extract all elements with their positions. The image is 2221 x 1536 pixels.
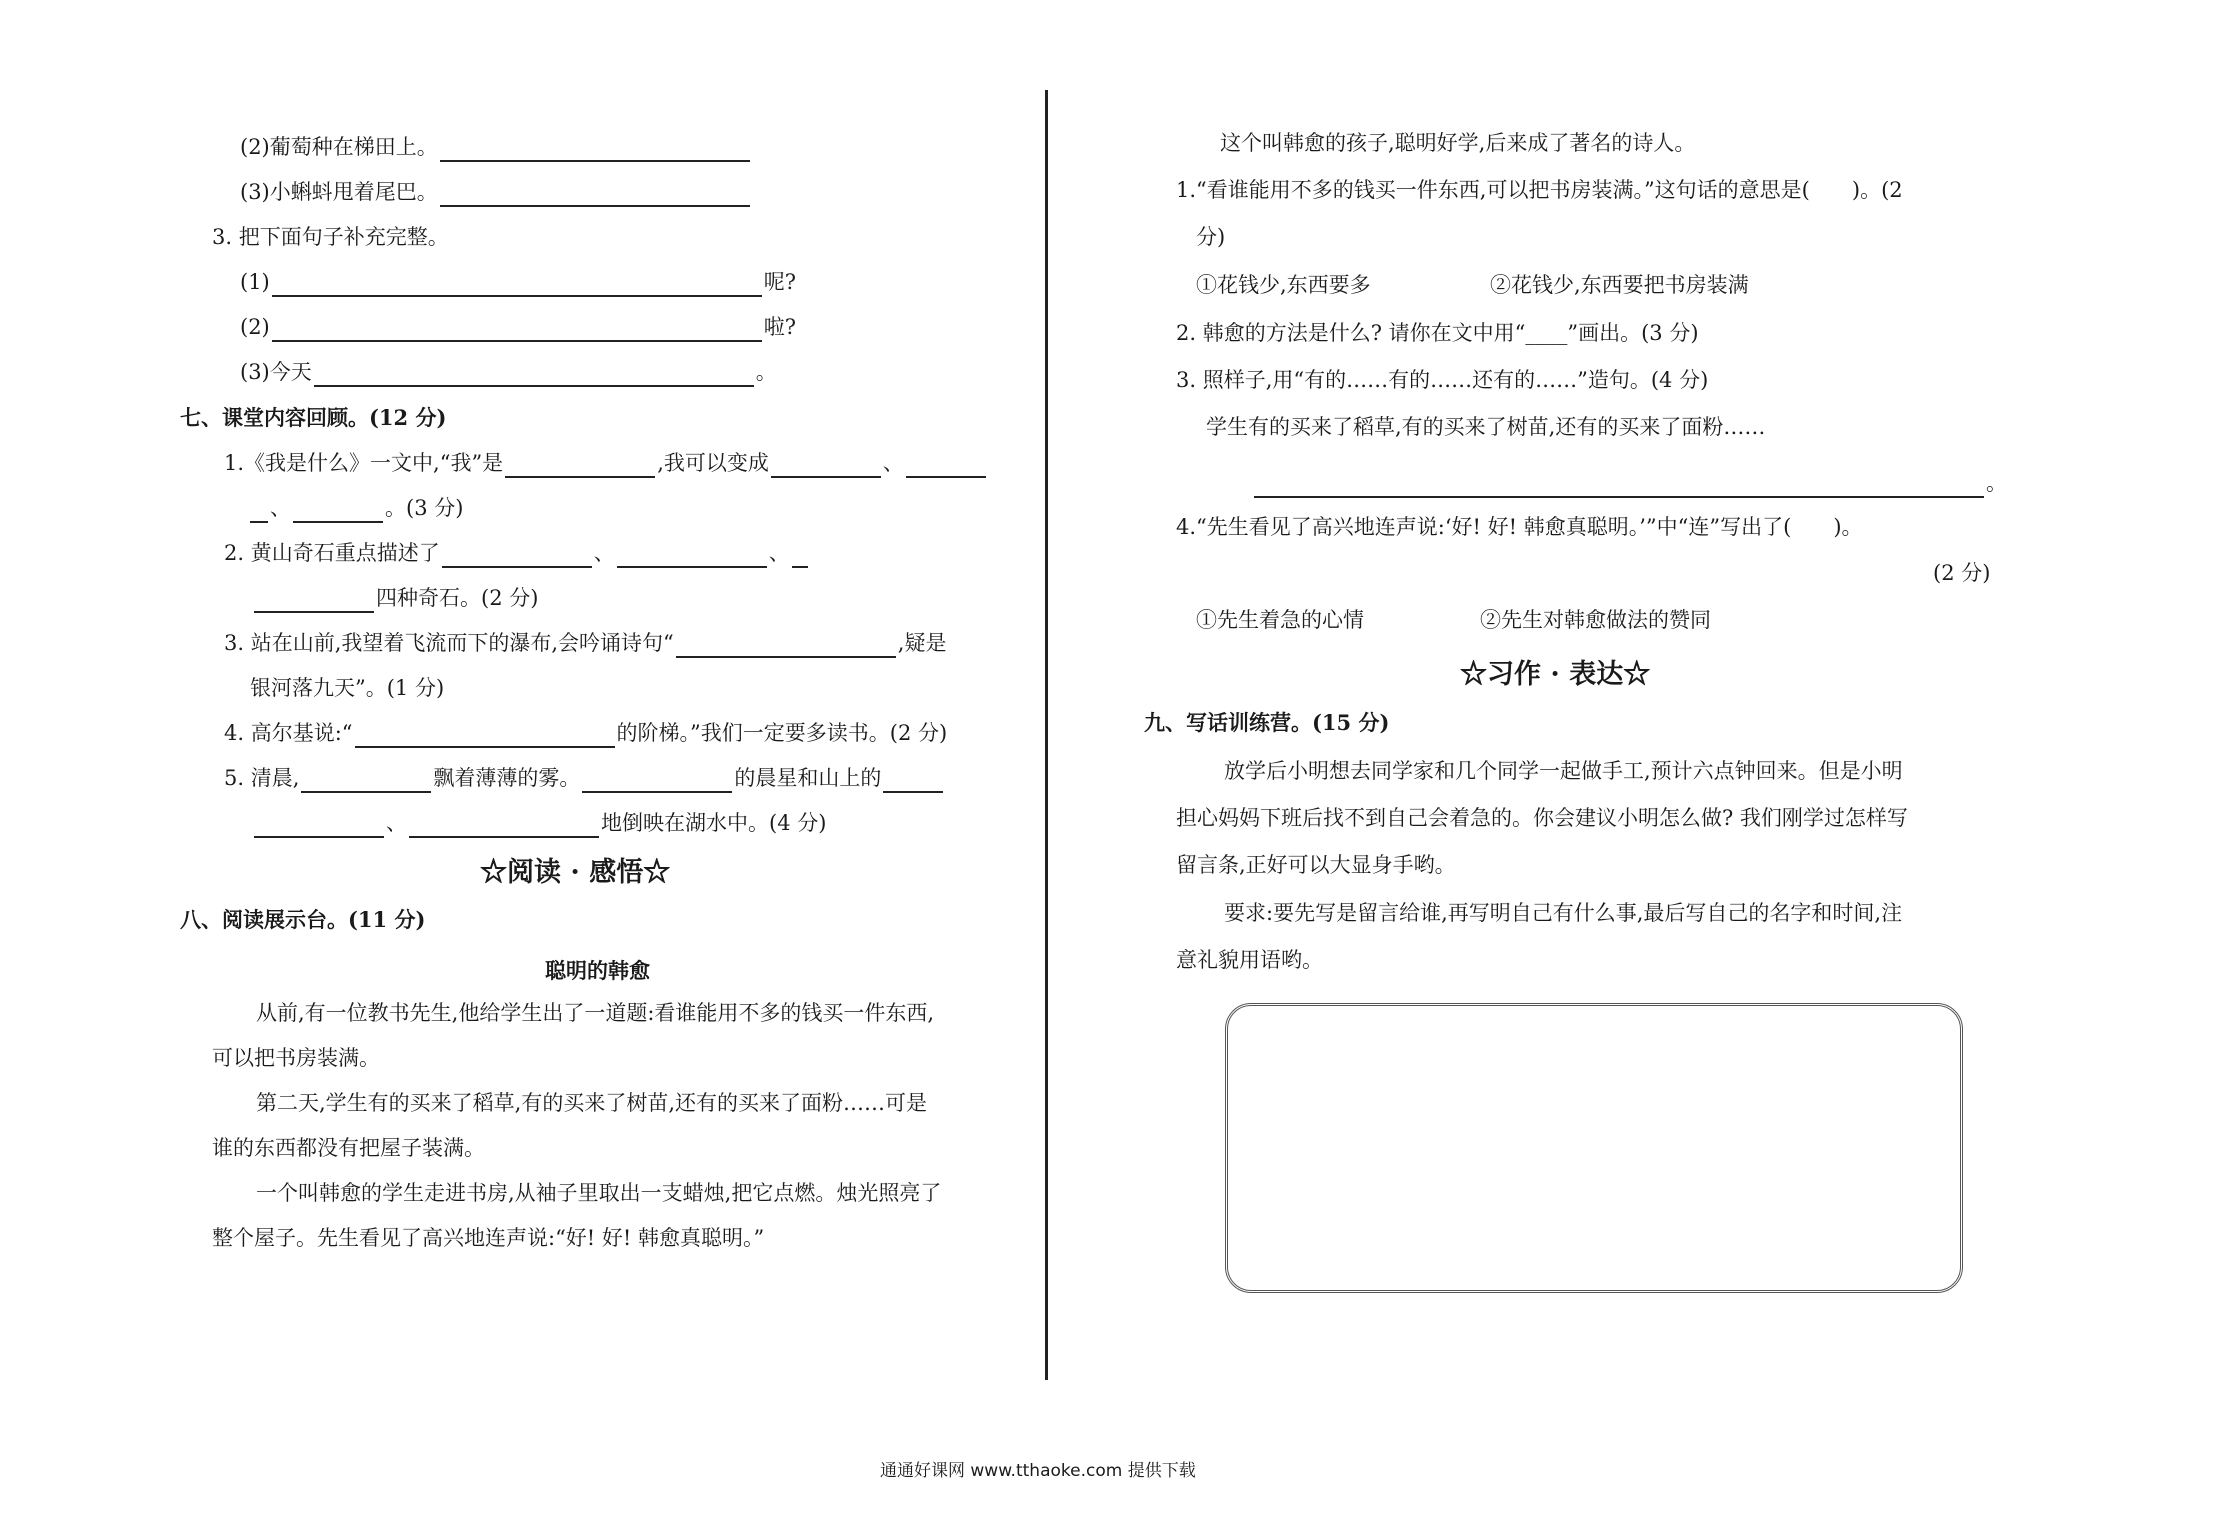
question-line: 2. 韩愈的方法是什么? 请你在文中用“____”画出。(3 分) xyxy=(1176,321,1699,345)
story-paragraph: 一个叫韩愈的学生走进书房,从袖子里取出一支蜡烛,把它点燃。烛光照亮了 xyxy=(256,1181,942,1205)
answer-blank[interactable] xyxy=(617,542,767,568)
answer-blank[interactable] xyxy=(1254,472,1984,498)
question-text: 的晨星和山上的 xyxy=(734,766,882,790)
answer-blank[interactable] xyxy=(293,497,383,523)
question-text: 1.《我是什么》一文中,“我”是 xyxy=(224,451,504,475)
story-paragraph: 整个屋子。先生看见了高兴地连声说:“好! 好! 韩愈真聪明。” xyxy=(212,1226,765,1250)
answer-blank[interactable] xyxy=(301,767,431,793)
question-heading xyxy=(212,222,449,252)
question-text: (3)小蝌蚪甩着尾巴。 xyxy=(240,180,438,204)
question-line xyxy=(1252,468,2007,498)
page-divider xyxy=(1045,90,1048,1380)
question-text: 银河落九天”。(1 分) xyxy=(250,676,445,700)
story-paragraph: 第二天,学生有的买来了稻草,有的买来了树苗,还有的买来了面粉……可是 xyxy=(256,1091,928,1115)
answer-blank[interactable] xyxy=(906,452,986,478)
answer-blank[interactable] xyxy=(442,542,592,568)
question-text: 啦? xyxy=(763,315,797,339)
question-text: 3. 把下面句子补充完整。 xyxy=(212,225,449,249)
section-title-9 xyxy=(1144,708,1389,738)
section-title-8 xyxy=(180,905,425,935)
section-title-7 xyxy=(180,403,446,433)
answer-blank[interactable] xyxy=(272,316,762,342)
question-text: (2) xyxy=(240,315,270,339)
answer-blank[interactable] xyxy=(582,767,732,793)
prompt-paragraph: 意礼貌用语哟。 xyxy=(1176,948,1323,972)
answer-blank[interactable] xyxy=(314,361,754,387)
question-text: 四种奇石。(2 分) xyxy=(376,586,539,610)
question-text: 2. 黄山奇石重点描述了 xyxy=(224,541,440,565)
question-line xyxy=(224,718,947,748)
question-line: 1.“看谁能用不多的钱买一件东西,可以把书房装满。”这句话的意思是( )。(2 xyxy=(1176,178,1903,202)
question-text: 、 xyxy=(593,541,615,565)
answer-blank[interactable] xyxy=(505,452,655,478)
option-1[interactable]: ①先生着急的心情 xyxy=(1196,608,1364,632)
question-text: 、 xyxy=(768,541,790,565)
question-line xyxy=(224,628,946,658)
writing-header: ☆习作 · 表达☆ xyxy=(1460,659,1651,690)
question-line xyxy=(240,267,796,297)
question-text: 4. 高尔基说:“ xyxy=(224,721,353,745)
option-1[interactable]: ①花钱少,东西要多 xyxy=(1196,273,1371,297)
question-text: (3)今天 xyxy=(240,360,312,384)
answer-blank[interactable] xyxy=(440,136,750,162)
question-text: 。 xyxy=(1986,471,2007,495)
question-text: 地倒映在湖水中。(4 分) xyxy=(601,811,827,835)
prompt-paragraph: 担心妈妈下班后找不到自己会着急的。你会建议小明怎么做? 我们刚学过怎样写 xyxy=(1176,806,1908,830)
option-2[interactable]: ②花钱少,东西要把书房装满 xyxy=(1490,273,1749,297)
question-line xyxy=(224,448,988,478)
story-title: 聪明的韩愈 xyxy=(545,958,650,983)
question-line xyxy=(250,673,444,703)
question-line xyxy=(224,763,945,793)
prompt-paragraph: 要求:要先写是留言给谁,再写明自己有什么事,最后写自己的名字和时间,注 xyxy=(1224,901,1903,925)
writing-answer-box[interactable] xyxy=(1225,1003,1963,1293)
story-paragraph: 谁的东西都没有把屋子装满。 xyxy=(212,1136,485,1160)
question-line xyxy=(252,583,538,613)
answer-blank[interactable] xyxy=(272,271,762,297)
section-title-text: 七、课堂内容回顾。(12 分) xyxy=(180,405,447,430)
section-title-text: 九、写话训练营。(15 分) xyxy=(1144,710,1390,735)
question-line: 3. 照样子,用“有的……有的……还有的……”造句。(4 分) xyxy=(1176,368,1709,392)
reading-header: ☆阅读 · 感悟☆ xyxy=(480,857,671,888)
prompt-paragraph: 放学后小明想去同学家和几个同学一起做手工,预计六点钟回来。但是小明 xyxy=(1224,759,1903,783)
question-text: ,疑是 xyxy=(897,631,947,655)
prompt-paragraph: 留言条,正好可以大显身手哟。 xyxy=(1176,853,1456,877)
answer-blank[interactable] xyxy=(792,542,808,568)
question-line xyxy=(248,493,463,523)
question-line xyxy=(240,177,752,207)
answer-blank[interactable] xyxy=(771,452,881,478)
question-text: 、 xyxy=(882,451,904,475)
question-text: 的阶梯。”我们一定要多读书。(2 分) xyxy=(616,721,948,745)
question-text: 呢? xyxy=(763,270,797,294)
answer-blank[interactable] xyxy=(254,812,384,838)
answer-blank[interactable] xyxy=(250,497,268,523)
story-paragraph: 可以把书房装满。 xyxy=(212,1046,380,1070)
question-text: 。(3 分) xyxy=(385,496,464,520)
question-text: 3. 站在山前,我望着飞流而下的瀑布,会吟诵诗句“ xyxy=(224,631,674,655)
page-footer: 通通好课网 www.tthaoke.com 提供下载 xyxy=(880,1461,1196,1481)
answer-blank[interactable] xyxy=(883,767,943,793)
question-line xyxy=(252,808,826,838)
question-text: ,我可以变成 xyxy=(657,451,769,475)
question-line xyxy=(240,357,777,387)
answer-blank[interactable] xyxy=(254,587,374,613)
question-line: 分) xyxy=(1196,225,1226,249)
question-line xyxy=(240,132,752,162)
question-text: 、 xyxy=(270,496,291,520)
answer-blank[interactable] xyxy=(409,812,599,838)
question-line xyxy=(240,312,796,342)
story-paragraph: 从前,有一位教书先生,他给学生出了一道题:看谁能用不多的钱买一件东西, xyxy=(256,1001,935,1025)
question-text: 5. 清晨, xyxy=(224,766,300,790)
question-text: (1) xyxy=(240,270,270,294)
section-title-text: 八、阅读展示台。(11 分) xyxy=(180,907,426,932)
answer-blank[interactable] xyxy=(676,632,896,658)
question-text: 、 xyxy=(386,811,407,835)
answer-blank[interactable] xyxy=(440,181,750,207)
question-line: 4.“先生看见了高兴地连声说:‘好! 好! 韩愈真聪明。’”中“连”写出了( )。 xyxy=(1176,515,1863,539)
question-line xyxy=(224,538,810,568)
question-text: 。 xyxy=(755,360,777,384)
option-2[interactable]: ②先生对韩愈做法的赞同 xyxy=(1480,608,1711,632)
question-text: 飘着薄薄的雾。 xyxy=(433,766,581,790)
score-label: (2 分) xyxy=(1933,561,1991,585)
story-paragraph: 这个叫韩愈的孩子,聪明好学,后来成了著名的诗人。 xyxy=(1220,131,1696,155)
question-text: (2)葡萄种在梯田上。 xyxy=(240,135,438,159)
example-sentence: 学生有的买来了稻草,有的买来了树苗,还有的买来了面粉…… xyxy=(1206,415,1766,439)
answer-blank[interactable] xyxy=(355,722,615,748)
